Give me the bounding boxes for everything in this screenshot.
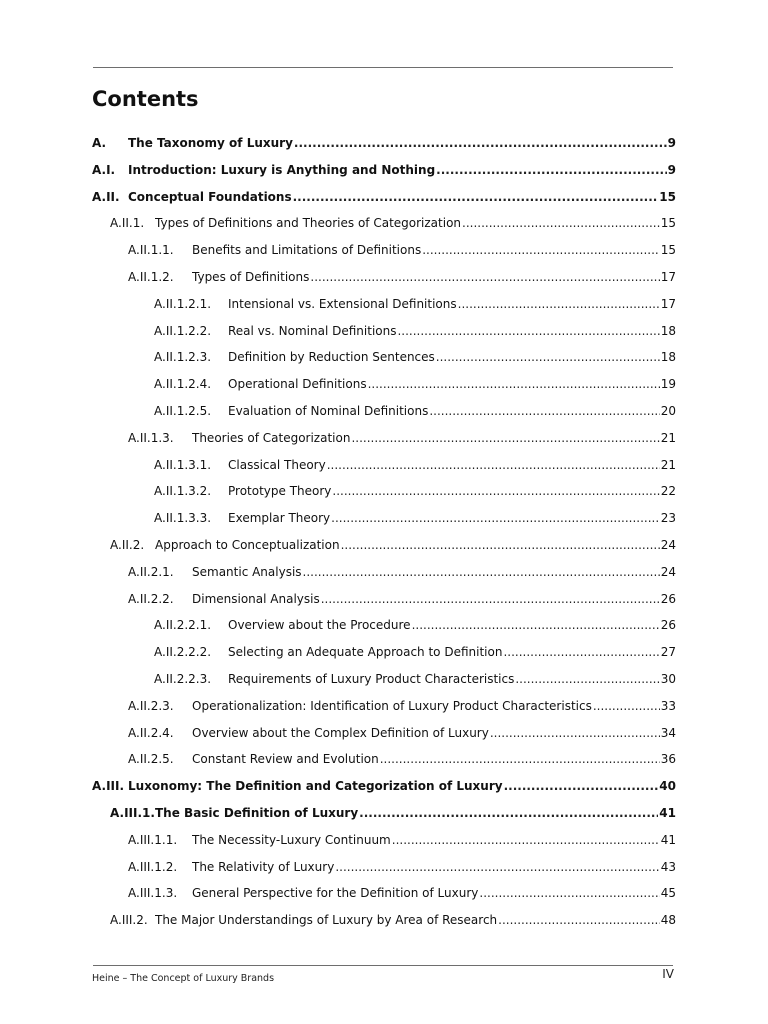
toc-entry[interactable] [0, 482, 768, 500]
toc-entry[interactable] [0, 643, 768, 661]
toc-entry-title: Conceptual Foundations [128, 189, 292, 204]
toc-entry-page: 9 [667, 136, 676, 150]
toc-entry[interactable] [0, 911, 768, 929]
toc-entry-line [192, 268, 676, 286]
toc-entry-line [155, 804, 676, 822]
toc-entry[interactable] [0, 161, 768, 179]
toc-entry[interactable] [0, 509, 768, 527]
toc-entry-title: Constant Review and Evolution [192, 752, 379, 767]
toc-entry-number: A.II.1.3.1. [154, 457, 212, 472]
toc-entry-page: 21 [660, 457, 676, 472]
toc-entry-number: A.II.1.3. [128, 430, 174, 445]
footer-rule [93, 965, 673, 966]
toc-leader-dots [593, 697, 660, 715]
toc-entry[interactable] [0, 884, 768, 902]
toc-leader-dots [436, 348, 660, 366]
toc-entry-title: Selecting an Adequate Approach to Definition [228, 645, 503, 660]
toc-leader-dots [490, 724, 660, 742]
toc-entry-page: 36 [660, 752, 676, 767]
toc-entry-title: Intensional vs. Extensional Definitions [228, 296, 457, 311]
toc-leader-dots [321, 590, 660, 608]
toc-entry-title: Dimensional Analysis [192, 591, 320, 606]
toc-entry-number: A.II.2.1. [128, 564, 174, 579]
toc-entry[interactable] [0, 563, 768, 581]
toc-leader-dots [331, 509, 660, 527]
toc-entry-line [192, 884, 676, 902]
toc-entry[interactable] [0, 670, 768, 688]
toc-entry[interactable] [0, 188, 768, 206]
toc-entry-title: Types of Definitions [192, 270, 310, 284]
toc-leader-dots [327, 456, 660, 474]
toc-entry-title: Requirements of Luxury Product Characteristics [228, 672, 515, 686]
toc-leader-dots [351, 429, 659, 447]
toc-entry-number: A.II.2.2.2. [154, 645, 212, 660]
toc-entry-page: 48 [660, 913, 676, 928]
toc-entry-line [128, 134, 676, 152]
toc-entry-title: The Major Understandings of Luxury by Area of Research [155, 913, 498, 928]
toc-leader-dots [498, 911, 660, 929]
toc-entry[interactable] [0, 214, 768, 232]
toc-entry-line [228, 643, 676, 661]
toc-leader-dots [422, 241, 660, 259]
toc-entry-number: A.I. [92, 162, 116, 177]
toc-entry-line [228, 482, 676, 500]
toc-entry-title: General Perspective for the Definition of Luxury [192, 886, 479, 901]
toc-entry-title: Introduction: Luxury is Anything and Nothing [128, 162, 436, 177]
toc-entry-line [155, 911, 676, 929]
toc-entry[interactable] [0, 831, 768, 849]
toc-entry-title: Overview about the Complex Definition of Luxury [192, 725, 489, 740]
toc-entry-title: The Necessity-Luxury Continuum [192, 832, 391, 847]
toc-entry[interactable] [0, 456, 768, 474]
toc-entry[interactable] [0, 536, 768, 554]
toc-entry-page: 23 [660, 511, 676, 526]
toc-entry-number: A.II.2. [110, 538, 145, 552]
toc-entry-title: Definition by Reduction Sentences [228, 350, 435, 365]
toc-leader-dots [293, 188, 659, 206]
toc-entry-number: A.II.1.3.2. [154, 484, 212, 499]
toc-entry-title: Semantic Analysis [192, 564, 302, 579]
toc-entry-page: 19 [660, 377, 676, 392]
toc-entry-page: 24 [660, 564, 676, 579]
toc-entry-line [155, 214, 676, 232]
toc-leader-dots [458, 295, 660, 313]
toc-entry-number: A.II.1.2.5. [154, 404, 212, 418]
toc-entry-page: 45 [660, 886, 676, 901]
toc-entry-page: 34 [660, 725, 676, 740]
toc-entry-title: Exemplar Theory [228, 511, 331, 526]
toc-leader-dots [515, 670, 659, 688]
toc-entry-page: 30 [660, 672, 676, 686]
toc-entry-page: 26 [660, 618, 676, 633]
toc-entry-line [228, 295, 676, 313]
toc-entry-number: A.II.1.2.2. [154, 323, 212, 338]
toc-entry-line [228, 456, 676, 474]
toc-entry-page: 17 [660, 296, 676, 311]
toc-leader-dots [397, 322, 659, 340]
toc-entry[interactable] [0, 724, 768, 742]
toc-entry-number: A.III.1.2. [128, 859, 178, 874]
toc-entry-number: A.III.2. [110, 913, 148, 928]
toc-entry-title: The Relativity of Luxury [192, 859, 335, 874]
toc-entry[interactable] [0, 750, 768, 768]
toc-entry-page: 41 [660, 832, 676, 847]
toc-entry[interactable] [0, 322, 768, 340]
toc-entry-title: Overview about the Procedure [228, 618, 411, 633]
toc-entry[interactable] [0, 429, 768, 447]
toc-entry-title: Theories of Categorization [192, 430, 351, 445]
toc-entry[interactable] [0, 241, 768, 259]
toc-entry-line [155, 536, 676, 554]
toc-entry-line [228, 616, 676, 634]
toc-entry-line [228, 509, 676, 527]
toc-leader-dots [380, 750, 660, 768]
toc-entry[interactable] [0, 804, 768, 822]
toc-leader-dots [503, 643, 659, 661]
toc-leader-dots [392, 831, 660, 849]
toc-entry-number: A.II.2.2. [128, 591, 174, 606]
toc-entry-number: A.II.2.3. [128, 698, 174, 713]
toc-entry-page: 33 [660, 698, 676, 713]
toc-entry-title: Prototype Theory [228, 484, 332, 499]
toc-entry[interactable] [0, 697, 768, 715]
toc-entry[interactable] [0, 375, 768, 393]
toc-entry-page: 9 [667, 162, 676, 177]
toc-entry[interactable] [0, 268, 768, 286]
toc-entry-line [192, 590, 676, 608]
toc-entry-title: The Taxonomy of Luxury [128, 136, 293, 150]
toc-entry-number: A.II.1.2.1. [154, 296, 212, 311]
toc-entry-page: 24 [660, 538, 676, 552]
toc-leader-dots [332, 482, 659, 500]
toc-entry-title: The Basic Definition of Luxury [155, 806, 359, 820]
toc-entry-title: Operationalization: Identification of Luxury Product Characteristics [192, 698, 592, 713]
toc-entry-line [128, 777, 676, 795]
toc-entry-number: A.III.1. [110, 806, 155, 820]
toc-entry-page: 41 [659, 806, 676, 820]
toc-entry[interactable] [0, 590, 768, 608]
toc-entry-line [128, 188, 676, 206]
toc-entry-line [228, 322, 676, 340]
toc-leader-dots [359, 804, 658, 822]
toc-entry-page: 17 [660, 270, 676, 284]
page-title: Contents [92, 87, 199, 111]
toc-entry-line [192, 831, 676, 849]
toc-leader-dots [462, 214, 660, 232]
toc-entry-line [192, 241, 676, 259]
toc-entry-number: A.II.1. [110, 216, 145, 231]
toc-entry-line [192, 858, 676, 876]
toc-entry-number: A.II.2.5. [128, 752, 174, 767]
toc-entry-page: 18 [660, 323, 676, 338]
toc-entry-line [192, 697, 676, 715]
toc-entry-page: 15 [659, 189, 676, 204]
toc-entry-number: A.II. [92, 189, 120, 204]
toc-entry[interactable] [0, 348, 768, 366]
toc-entry-number: A.II.1.2. [128, 270, 174, 284]
toc-leader-dots [310, 268, 659, 286]
toc-entry-title: Approach to Conceptualization [155, 538, 340, 552]
toc-entry-page: 21 [660, 430, 676, 445]
toc-entry-line [228, 670, 676, 688]
toc-leader-dots [341, 536, 660, 554]
toc-entry-title: Luxonomy: The Definition and Categorization of Luxury [128, 779, 503, 794]
toc-entry-page: 15 [660, 216, 676, 231]
toc-entry-number: A.II.2.2.3. [154, 672, 212, 686]
toc-entry-number: A.III.1.1. [128, 832, 178, 847]
toc-entry-number: A.II.1.2.3. [154, 350, 212, 365]
toc-entry-page: 18 [660, 350, 676, 365]
toc-entry-title: Benefits and Limitations of Definitions [192, 243, 422, 258]
toc-leader-dots [429, 402, 659, 420]
toc-entry-number: A.III.1.3. [128, 886, 178, 901]
page-number: IV [662, 967, 674, 981]
toc-entry[interactable] [0, 402, 768, 420]
toc-leader-dots [412, 616, 660, 634]
toc-entry[interactable] [0, 858, 768, 876]
toc-leader-dots [335, 858, 659, 876]
toc-entry-page: 26 [660, 591, 676, 606]
toc-entry-title: Operational Definitions [228, 377, 367, 392]
toc-entry-line [192, 429, 676, 447]
toc-entry-title: Real vs. Nominal Definitions [228, 323, 397, 338]
toc-entry[interactable] [0, 134, 768, 152]
toc-entry-page: 43 [660, 859, 676, 874]
toc-entry-number: A.II.1.1. [128, 243, 174, 258]
toc-entry-number: A.II.1.3.3. [154, 511, 212, 526]
toc-entry-number: A. [92, 136, 107, 150]
toc-leader-dots [303, 563, 660, 581]
toc-leader-dots [479, 884, 659, 902]
toc-entry-title: Classical Theory [228, 457, 326, 472]
toc-entry-title: Evaluation of Nominal Definitions [228, 404, 429, 418]
toc-entry-number: A.III. [92, 779, 125, 794]
toc-entry-line [192, 563, 676, 581]
toc-leader-dots [294, 134, 667, 152]
toc-leader-dots [368, 375, 660, 393]
toc-entry-number: A.II.2.4. [128, 725, 174, 740]
toc-entry-line [228, 348, 676, 366]
toc-entry[interactable] [0, 295, 768, 313]
toc-entry[interactable] [0, 616, 768, 634]
toc-entry-page: 15 [660, 243, 676, 258]
toc-entry-title: Types of Definitions and Theories of Categorization [155, 216, 462, 231]
toc-entry-number: A.II.1.2.4. [154, 377, 212, 392]
toc-entry-number: A.II.2.2.1. [154, 618, 212, 633]
toc-entry-page: 22 [660, 484, 676, 499]
toc-entry-page: 20 [660, 404, 676, 418]
toc-entry-page: 27 [660, 645, 676, 660]
toc-leader-dots [504, 777, 659, 795]
toc-entry-line [228, 375, 676, 393]
toc-entry[interactable] [0, 777, 768, 795]
toc-entry-line [128, 161, 676, 179]
footer-text: Heine – The Concept of Luxury Brands [92, 973, 275, 984]
toc-entry-line [228, 402, 676, 420]
toc-leader-dots [436, 161, 666, 179]
toc-entry-page: 40 [659, 779, 676, 794]
toc-entry-line [192, 724, 676, 742]
toc-entry-line [192, 750, 676, 768]
